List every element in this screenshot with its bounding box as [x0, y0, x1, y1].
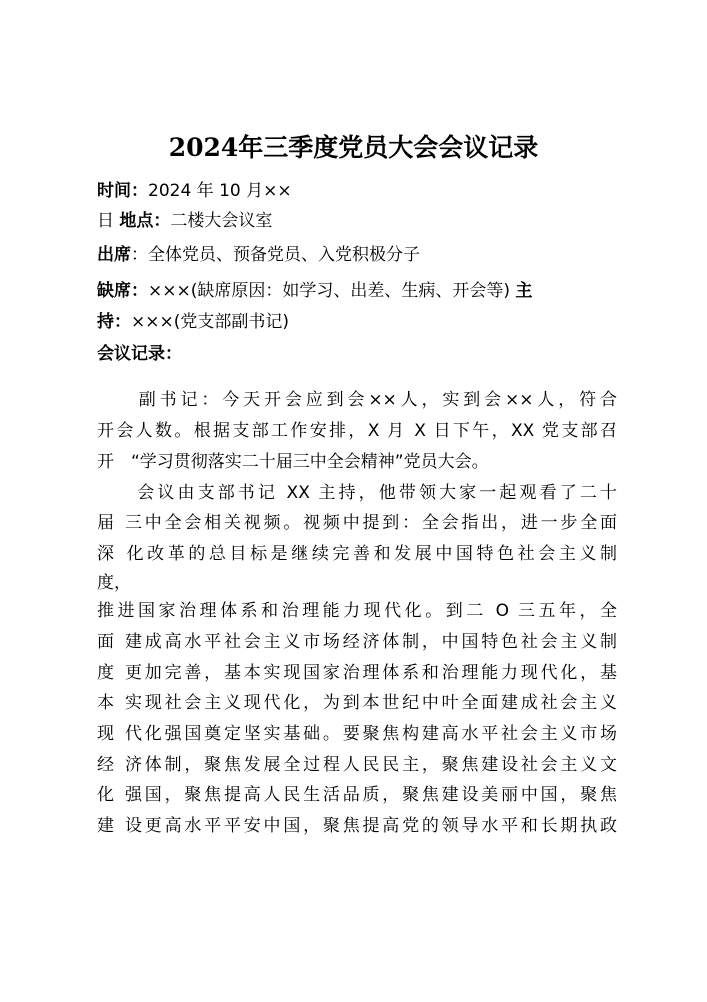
record-heading-line	[97, 341, 637, 367]
record-label: 会议记录：	[97, 344, 182, 364]
body-line: 深 化改革的总目标是继续完善和发展中国特色社会主义制	[97, 544, 617, 564]
time-label: 时间：	[97, 181, 148, 201]
body-line: 会议由支部书记 XX 主持，他带领大家一起观看了二十	[97, 483, 617, 503]
body-line: 开会人数。根据支部工作安排，X 月 X 日下午，XX 党支部召	[97, 421, 617, 441]
body-line: 度，	[97, 573, 131, 593]
place-line	[97, 208, 637, 234]
body-line: 本 实现社会主义现代化，为到本世纪中叶全面建成社会主义	[97, 693, 617, 713]
body-line: 副书记：今天开会应到会××人，实到会××人，符合	[97, 390, 617, 410]
time-value: 2024 年 10 月××	[148, 181, 292, 201]
absent-value: ×××(缺席原因：如学习、出差、生病、开会等)	[148, 281, 516, 301]
document-title: 2024年三季度党员大会会议记录	[168, 133, 539, 162]
body-line: 届 三中全会相关视频。视频中提到：全会指出，进一步全面	[97, 513, 617, 533]
absent-label: 缺席：	[97, 281, 148, 301]
absent-line	[97, 278, 637, 304]
body-line: 推进国家治理体系和治理能力现代化。到二 O 三五年，全	[97, 601, 617, 621]
host-label-part-b: 持：	[97, 312, 131, 332]
place-label: 地点：	[119, 211, 171, 231]
body-line: 建 设更高水平平安中国，聚焦提高党的领导水平和长期执政	[97, 816, 617, 836]
attend-value: ：全体党员、预备党员、入党积极分子	[131, 245, 420, 265]
host-value: ×××(党支部副书记)	[131, 312, 289, 332]
body-line: 化 强国，聚焦提高人民生活品质，聚焦建设美丽中国，聚焦	[97, 785, 617, 805]
body-line: 现 代化强国奠定坚实基础。要聚焦构建高水平社会主义市场	[97, 724, 617, 744]
body-line: 度 更加完善，基本实现国家治理体系和治理能力现代化，基	[97, 663, 617, 683]
body-line: 经 济体制，聚焦发展全过程人民民主，聚焦建设社会主义文	[97, 755, 617, 775]
attend-label: 出席	[97, 245, 131, 265]
body-line: 开 “学习贯彻落实二十届三中全会精神”党员大会。	[97, 452, 489, 472]
time-day-suffix: 日	[97, 211, 120, 231]
host-line	[97, 309, 637, 335]
host-label-part-a: 主	[515, 281, 533, 301]
body-line: 面 建成高水平社会主义市场经济体制，中国特色社会主义制	[97, 632, 617, 652]
place-value: 二楼大会议室	[170, 211, 273, 231]
time-line	[97, 178, 637, 204]
attend-line	[97, 242, 637, 268]
